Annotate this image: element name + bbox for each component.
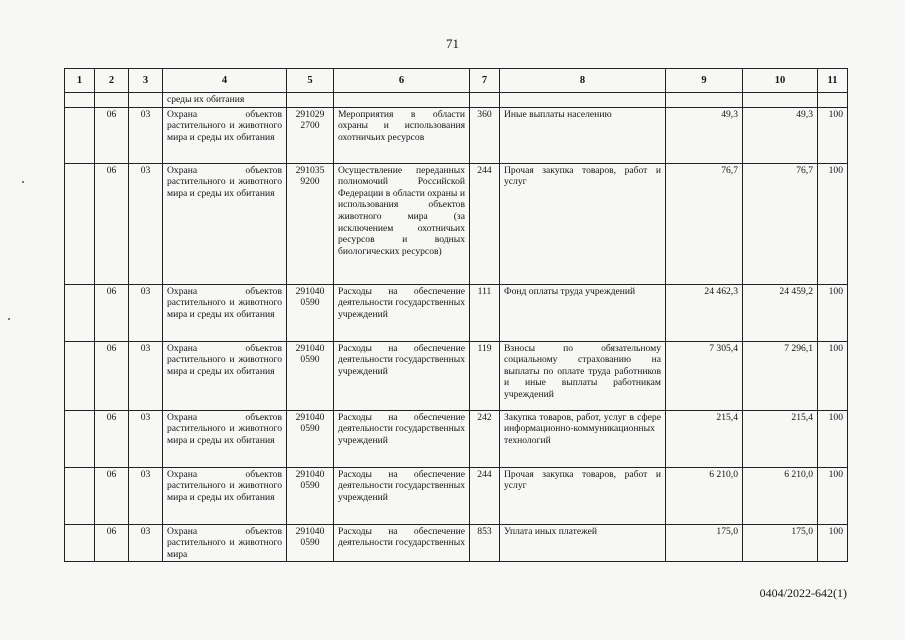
cell-article-name: Расходы на обеспечение деятельности государственных учреждений [334,467,470,524]
cell-article-name: Расходы на обеспечение деятельности государственных учреждений [334,410,470,467]
header-row [65,69,848,93]
budget-table [64,68,848,562]
page-number: 71 [446,36,459,51]
cell-executed: 76,7 [743,163,818,284]
cell-expense-type: 242 [470,410,500,467]
table-row [65,524,848,562]
header-col-5: 5 [287,69,334,93]
cell-article-name: Расходы на обеспечение деятельности государственных учреждений [334,284,470,341]
table-row [65,107,848,163]
table-row [65,467,848,524]
cell-percent: 100 [818,467,848,524]
cell-expense-name: Уплата иных платежей [500,524,666,562]
scan-speck [8,318,10,320]
header-col-4: 4 [163,69,287,93]
cell-target-article: 291040 0590 [287,410,334,467]
cell-article-name: Осуществление переданных полномочий Российской Федерации в области охраны и использования объектов животного мира (за исключением охотничьих ресурсов и водных биологических ресурсов) [334,163,470,284]
cell-section-name: Охрана объектов растительного и животного мира [163,524,287,562]
cell-target-article: 291040 0590 [287,524,334,562]
table-row [65,284,848,341]
cell-planned: 6 210,0 [666,467,743,524]
cell-percent: 100 [818,284,848,341]
cell-expense-type: 119 [470,341,500,410]
cell-percent: 100 [818,341,848,410]
cell-subsection: 03 [129,524,163,562]
cell-article-name: Расходы на обеспечение деятельности государственных [334,524,470,562]
header-col-3: 3 [129,69,163,93]
cell-planned: 7 305,4 [666,341,743,410]
header-col-6: 6 [334,69,470,93]
header-col-11: 11 [818,69,848,93]
header-col-2: 2 [95,69,129,93]
table-row [65,410,848,467]
header-col-1: 1 [65,69,95,93]
cell-planned: 76,7 [666,163,743,284]
cell-subsection: 03 [129,410,163,467]
cell-subsection: 03 [129,467,163,524]
cell-col-1 [65,163,95,284]
cell-subsection: 03 [129,107,163,163]
cell-subsection: 03 [129,284,163,341]
cell-expense-type: 244 [470,163,500,284]
cell-percent: 100 [818,163,848,284]
cell-target-article: 291040 0590 [287,467,334,524]
cell-percent: 100 [818,107,848,163]
table-row [65,163,848,284]
header-col-10: 10 [743,69,818,93]
cell-expense-name: Взносы по обязательному социальному страхованию на выплаты по оплате труда работников и иные выплаты работникам учреждений [500,341,666,410]
cell-target-article: 291029 2700 [287,107,334,163]
document-code: 0404/2022-642(1) [759,586,847,600]
cell-executed: 175,0 [743,524,818,562]
cell-section-name: Охрана объектов растительного и животного мира и среды их обитания [163,341,287,410]
cell-target-article: 291035 9200 [287,163,334,284]
scan-speck [22,181,24,183]
cell-expense-name: Закупка товаров, работ, услуг в сфере информационно-коммуникационных технологий [500,410,666,467]
cell-expense-name: Фонд оплаты труда учреждений [500,284,666,341]
cell-section: 06 [95,410,129,467]
cell-section: 06 [95,107,129,163]
cell-section: 06 [95,467,129,524]
cell-col-1 [65,284,95,341]
cell-section-name: среды их обитания [163,93,287,108]
cell-percent: 100 [818,524,848,562]
cell-article-name: Мероприятия в области охраны и использования охотничьих ресурсов [334,107,470,163]
cell-expense-type: 111 [470,284,500,341]
cell-section-name: Охрана объектов растительного и животного мира и среды их обитания [163,107,287,163]
cell-section-name: Охрана объектов растительного и животного мира и среды их обитания [163,467,287,524]
cell-target-article: 291040 0590 [287,284,334,341]
cell-expense-type: 853 [470,524,500,562]
cell-executed: 6 210,0 [743,467,818,524]
cell-expense-name: Прочая закупка товаров, работ и услуг [500,467,666,524]
cell-executed: 49,3 [743,107,818,163]
cell-col-1 [65,467,95,524]
cell-expense-type: 360 [470,107,500,163]
cell-section-name: Охрана объектов растительного и животного мира и среды их обитания [163,410,287,467]
cell-executed: 7 296,1 [743,341,818,410]
cell-planned: 24 462,3 [666,284,743,341]
cell-percent: 100 [818,410,848,467]
cell-col-1 [65,107,95,163]
cell-expense-name: Прочая закупка товаров, работ и услуг [500,163,666,284]
cell-planned: 215,4 [666,410,743,467]
cell-section: 06 [95,284,129,341]
cell-article-name: Расходы на обеспечение деятельности государственных учреждений [334,341,470,410]
cell-executed: 24 459,2 [743,284,818,341]
cell-expense-type: 244 [470,467,500,524]
cell-executed: 215,4 [743,410,818,467]
cell-subsection: 03 [129,163,163,284]
cell-planned: 49,3 [666,107,743,163]
cell-planned: 175,0 [666,524,743,562]
cell-section: 06 [95,341,129,410]
header-col-7: 7 [470,69,500,93]
cell-section-name: Охрана объектов растительного и животного мира и среды их обитания [163,163,287,284]
table-row [65,341,848,410]
header-col-9: 9 [666,69,743,93]
cell-expense-name: Иные выплаты населению [500,107,666,163]
cell-section-name: Охрана объектов растительного и животного мира и среды их обитания [163,284,287,341]
table-row-continued [65,93,848,108]
header-col-8: 8 [500,69,666,93]
cell-section: 06 [95,163,129,284]
cell-col-1 [65,524,95,562]
cell-subsection: 03 [129,341,163,410]
cell-target-article: 291040 0590 [287,341,334,410]
cell-col-1 [65,341,95,410]
cell-col-1 [65,410,95,467]
cell-section: 06 [95,524,129,562]
